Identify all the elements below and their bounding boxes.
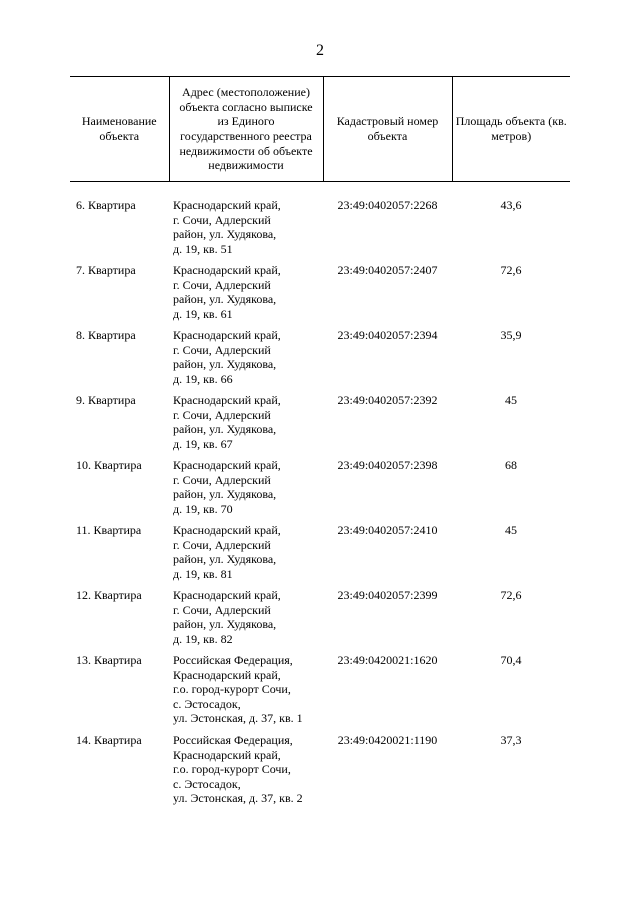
object-address bbox=[169, 458, 323, 523]
object-address bbox=[169, 653, 323, 733]
table-row bbox=[70, 523, 570, 588]
cadastral-number: 23:49:0402057:2392 bbox=[337, 393, 438, 407]
object-area: 35,9 bbox=[500, 328, 522, 342]
address-line: район, ул. Худякова, bbox=[173, 227, 277, 242]
address-line: г. Сочи, Адлерский bbox=[173, 602, 271, 617]
object-name: 14. Квартира bbox=[76, 733, 142, 747]
address-line: ул. Эстонская, д. 37, кв. 1 bbox=[173, 711, 303, 726]
object-address bbox=[169, 328, 323, 393]
object-name: 6. Квартира bbox=[76, 198, 136, 212]
table-row bbox=[70, 263, 570, 328]
object-name: 8. Квартира bbox=[76, 328, 136, 342]
address-line: район, ул. Худякова, bbox=[173, 487, 277, 502]
address-line: д. 19, кв. 81 bbox=[173, 566, 233, 581]
table-row bbox=[70, 588, 570, 653]
address-line: д. 19, кв. 66 bbox=[173, 371, 233, 386]
object-address bbox=[169, 263, 323, 328]
address-line: г.о. город-курорт Сочи, bbox=[173, 682, 291, 697]
object-area: 70,4 bbox=[500, 653, 522, 667]
address-line: район, ул. Худякова, bbox=[173, 552, 277, 567]
header-cadastral: Кадастровый номер объекта bbox=[323, 77, 452, 182]
address-line: район, ул. Худякова, bbox=[173, 357, 277, 372]
table-row bbox=[70, 393, 570, 458]
object-address bbox=[169, 198, 323, 263]
address-line: Краснодарский край, bbox=[173, 747, 281, 762]
address-line: Краснодарский край, bbox=[173, 263, 281, 277]
address-line: район, ул. Худякова, bbox=[173, 617, 277, 632]
object-name: 12. Квартира bbox=[76, 588, 142, 602]
object-area: 45 bbox=[505, 523, 517, 537]
table-row bbox=[70, 653, 570, 733]
cadastral-number: 23:49:0402057:2394 bbox=[337, 328, 438, 342]
address-line: г. Сочи, Адлерский bbox=[173, 212, 271, 227]
address-line: д. 19, кв. 67 bbox=[173, 436, 233, 451]
address-line: г. Сочи, Адлерский bbox=[173, 277, 271, 292]
object-name: 13. Квартира bbox=[76, 653, 142, 667]
address-line: Краснодарский край, bbox=[173, 198, 281, 212]
address-line: ул. Эстонская, д. 37, кв. 2 bbox=[173, 791, 303, 806]
address-line: г. Сочи, Адлерский bbox=[173, 537, 271, 552]
address-line: Российская Федерация, bbox=[173, 733, 293, 747]
cadastral-number: 23:49:0402057:2268 bbox=[337, 198, 438, 212]
address-line: район, ул. Худякова, bbox=[173, 292, 277, 307]
object-address bbox=[169, 393, 323, 458]
cadastral-number: 23:49:0420021:1620 bbox=[337, 653, 438, 667]
address-line: Краснодарский край, bbox=[173, 588, 281, 602]
address-line: д. 19, кв. 61 bbox=[173, 306, 233, 321]
object-address bbox=[169, 733, 323, 813]
address-line: д. 19, кв. 82 bbox=[173, 631, 233, 646]
page-number: 2 bbox=[316, 42, 324, 59]
address-line: район, ул. Худякова, bbox=[173, 422, 277, 437]
object-name: 10. Квартира bbox=[76, 458, 142, 472]
object-area: 43,6 bbox=[500, 198, 522, 212]
table-row bbox=[70, 328, 570, 393]
object-name: 11. Квартира bbox=[76, 523, 142, 537]
object-name: 7. Квартира bbox=[76, 263, 136, 277]
address-line: Краснодарский край, bbox=[173, 328, 281, 342]
address-line: Краснодарский край, bbox=[173, 393, 281, 407]
table-row bbox=[70, 733, 570, 813]
header-address: Адрес (местоположение) объекта согласно выписке из Единого государственного реестра недвижимости об объекте недвижимости bbox=[169, 77, 323, 182]
address-line: г. Сочи, Адлерский bbox=[173, 342, 271, 357]
cadastral-number: 23:49:0420021:1190 bbox=[337, 733, 438, 747]
address-line: Краснодарский край, bbox=[173, 667, 281, 682]
object-area: 37,3 bbox=[500, 733, 522, 747]
object-area: 68 bbox=[505, 458, 517, 472]
table-header-row bbox=[70, 77, 570, 182]
object-address bbox=[169, 523, 323, 588]
address-line: Краснодарский край, bbox=[173, 523, 281, 537]
object-name: 9. Квартира bbox=[76, 393, 136, 407]
header-area: Площадь объекта (кв. метров) bbox=[452, 77, 570, 182]
address-line: Российская Федерация, bbox=[173, 653, 293, 667]
table-spacer bbox=[70, 182, 570, 199]
table-row bbox=[70, 198, 570, 263]
object-area: 45 bbox=[505, 393, 517, 407]
object-area: 72,6 bbox=[500, 588, 522, 602]
object-address bbox=[169, 588, 323, 653]
address-line: г. Сочи, Адлерский bbox=[173, 472, 271, 487]
address-line: г.о. город-курорт Сочи, bbox=[173, 762, 291, 777]
address-line: Краснодарский край, bbox=[173, 458, 281, 472]
cadastral-number: 23:49:0402057:2410 bbox=[337, 523, 438, 537]
object-area: 72,6 bbox=[500, 263, 522, 277]
cadastral-number: 23:49:0402057:2399 bbox=[337, 588, 438, 602]
header-name: Наименование объекта bbox=[70, 77, 169, 182]
table-row bbox=[70, 458, 570, 523]
cadastral-number: 23:49:0402057:2407 bbox=[337, 263, 438, 277]
address-line: с. Эстосадок, bbox=[173, 696, 241, 711]
address-line: г. Сочи, Адлерский bbox=[173, 407, 271, 422]
address-line: д. 19, кв. 70 bbox=[173, 501, 233, 516]
address-line: д. 19, кв. 51 bbox=[173, 241, 233, 256]
address-line: с. Эстосадок, bbox=[173, 776, 241, 791]
cadastral-number: 23:49:0402057:2398 bbox=[337, 458, 438, 472]
objects-table bbox=[70, 76, 570, 813]
